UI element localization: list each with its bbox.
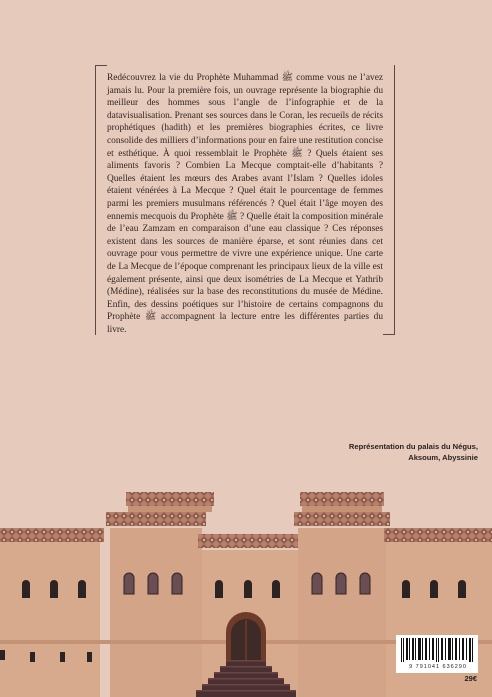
price-label: 29€ bbox=[464, 674, 477, 683]
right-tower-top-frieze bbox=[300, 492, 384, 506]
illustration-caption bbox=[330, 442, 478, 463]
left-tower bbox=[110, 528, 202, 697]
blurb-text: Redécouvrez la vie du Prophète Muhammad ﷺ comme vous ne l’avez jamais lu. Pour la première fois, un ouvrage représente la biographie du meilleur des hommes sous l’angle de l’infographie et de la datavisualisation. Prenant ses sources dans le Coran, les recueils de récits prophétiques (hadith) et les premières biographies écrites, ce livre consolide des milliers d’informations pour en faire une restitution concise et esthétique. À quoi ressemblait le Prophète ﷺ ? Quels étaient ses aliments favoris ? Combien La Mecque comptait-elle d’habitants ? Quelles étaient les mœurs des Arabes avant l’Islam ? Quelles idoles étaient vénérées à La Mecque ? Quel était le pourcentage de femmes parmi les premiers musulmans référencés ? Quel était l’âge moyen des ennemis mecquois du Prophète ﷺ ? Quelle était la composition minérale de l’eau Zamzam en comparaison d’une eau classique ? Ces réponses existent dans les sources de manière éparse, et sont réunies dans cet ouvrage pour vous permettre de vivre une expérience unique. Une carte de La Mecque de l’époque comprenant les principaux lieux de la ville est également présente, ainsi que deux isométries de La Mecque et Yathrib (Médine), réalisées sur la base des reconstitutions du musée de Médine. Enfin, des dessins poétiques sur l’histoire de certains compagnons du Prophète ﷺ accompagnent la lecture entre les différentes parties du livre. bbox=[107, 73, 384, 335]
caption-line-1: Représentation du palais du Négus, bbox=[348, 442, 478, 451]
left-wing bbox=[0, 542, 100, 697]
center-frieze bbox=[198, 534, 302, 548]
left-tower-top-frieze bbox=[126, 492, 214, 506]
caption-line-2: Aksoum, Abyssinie bbox=[408, 452, 478, 462]
right-tower-frieze bbox=[294, 512, 390, 526]
left-wing-frieze bbox=[0, 528, 104, 542]
barcode-bars bbox=[396, 635, 478, 663]
right-wing-frieze bbox=[384, 528, 492, 542]
barcode-digits: 9 791041 636290 bbox=[409, 664, 467, 670]
left-tower-frieze bbox=[106, 512, 206, 526]
right-tower bbox=[298, 528, 386, 697]
